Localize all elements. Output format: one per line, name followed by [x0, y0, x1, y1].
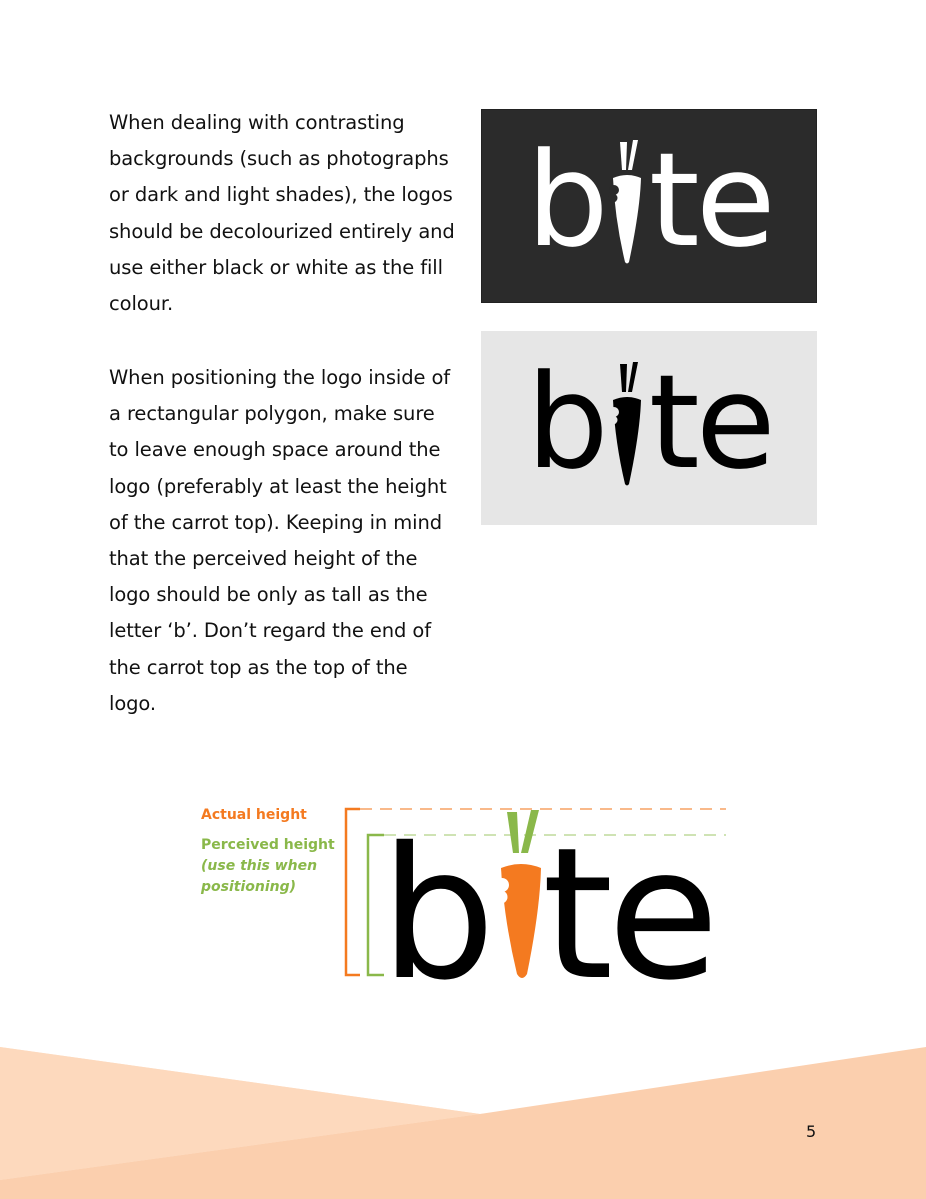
- actual-height-label: Actual height: [201, 807, 307, 823]
- diagram-letters-te: te: [542, 808, 714, 1020]
- logo-letters-te: te: [648, 124, 772, 276]
- perceived-height-note: (use this when positioning): [201, 858, 318, 895]
- paragraph-positioning: When positioning the logo inside of a rectangular polygon, make sure to leave enough space around the logo (preferably at least the height of the carrot top). Keeping in mind that the perceived height of the logo should be only as tall as the letter ‘b’. Don’t regard the end of the carrot top as the top of the logo.: [109, 366, 451, 715]
- page-number: 5: [806, 1122, 817, 1141]
- perceived-height-label: Perceived height: [201, 837, 335, 853]
- paragraph-decolourize: When dealing with contrasting backgrounds (such as photographs or dark and light shades), the logos should be decolourized entirely and use either black or white as the fill colour.: [109, 111, 455, 316]
- logo-letters-te: te: [648, 346, 772, 498]
- logo-letter-b: b: [526, 124, 605, 276]
- actual-height-bracket: [346, 809, 360, 975]
- diagram-letter-b: b: [380, 808, 492, 1020]
- logo-letter-b: b: [526, 346, 605, 498]
